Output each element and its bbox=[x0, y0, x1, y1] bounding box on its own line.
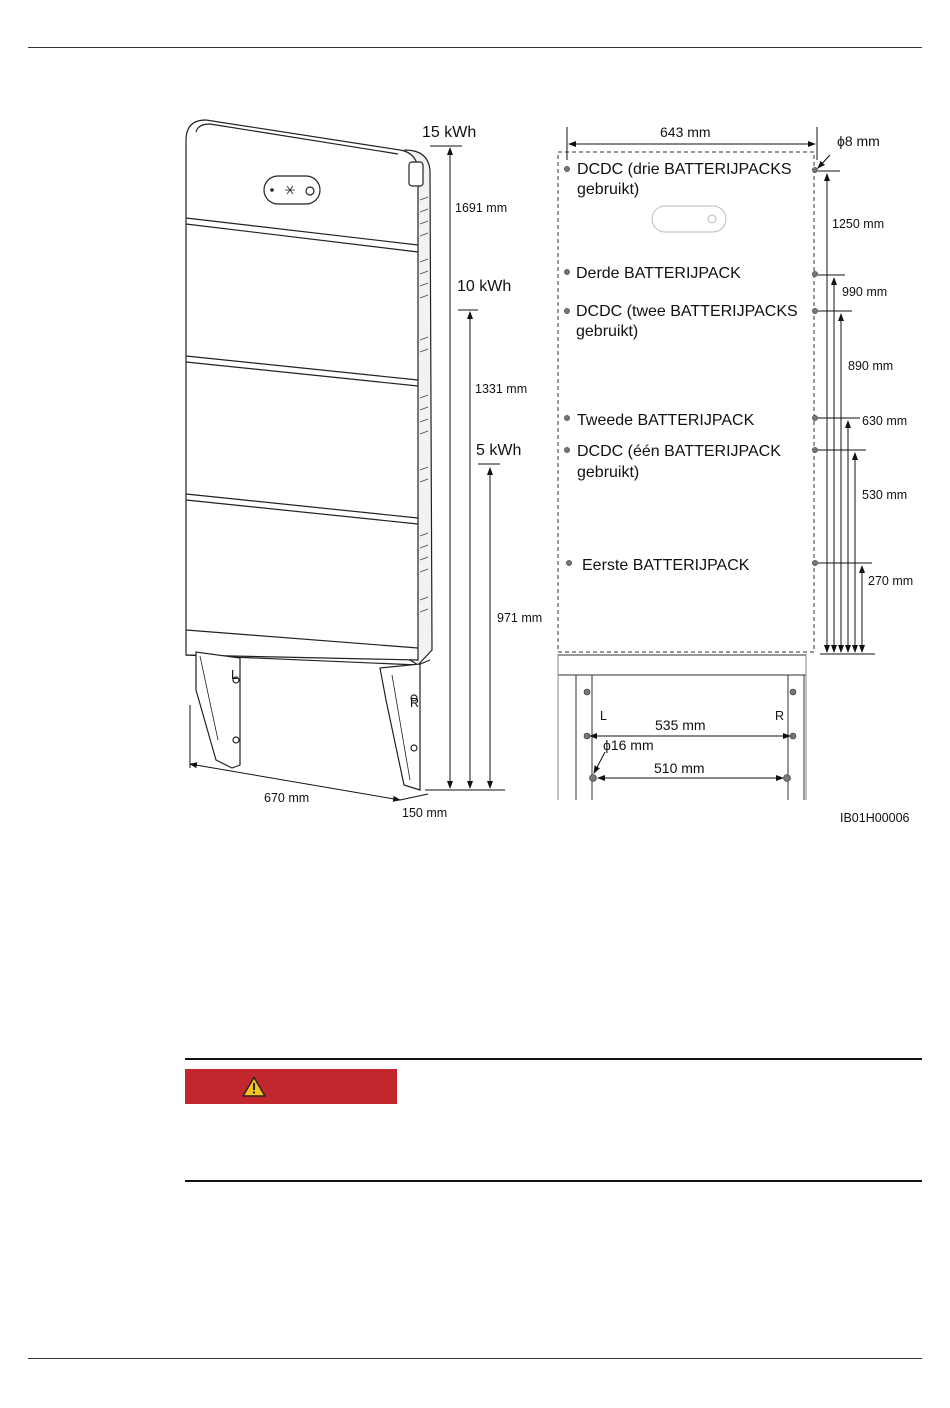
battery-stack-drawing bbox=[186, 120, 432, 790]
stand-label-l: L bbox=[600, 709, 607, 723]
label-5-kwh: 5 kWh bbox=[476, 442, 522, 459]
foot-label-r: R bbox=[410, 696, 420, 710]
warning-triangle-icon bbox=[242, 1076, 266, 1097]
label-15-kwh: 15 kWh bbox=[422, 124, 477, 141]
label-670-mm: 670 mm bbox=[264, 791, 310, 805]
label-1250-mm: 1250 mm bbox=[832, 217, 885, 231]
footer-rule bbox=[28, 1358, 922, 1359]
label-third-pack: Derde BATTERIJPACK bbox=[576, 265, 741, 282]
label-150-mm: 150 mm bbox=[402, 806, 448, 820]
label-1331-mm: 1331 mm bbox=[475, 382, 528, 396]
label-dcdc-two-line2: gebruikt) bbox=[576, 323, 639, 340]
label-1691-mm: 1691 mm bbox=[455, 201, 508, 215]
label-990-mm: 990 mm bbox=[842, 285, 888, 299]
label-phi8-mm: ϕ8 mm bbox=[837, 133, 880, 149]
foot-label-l: L bbox=[231, 668, 238, 682]
label-dcdc-three-line2: gebruikt) bbox=[577, 181, 640, 198]
label-dcdc-one-line2: gebruikt) bbox=[577, 464, 640, 481]
danger-bar bbox=[185, 1069, 397, 1104]
label-643-mm: 643 mm bbox=[660, 124, 711, 140]
label-890-mm: 890 mm bbox=[848, 359, 894, 373]
label-630-mm: 630 mm bbox=[862, 414, 908, 428]
label-535-mm: 535 mm bbox=[655, 717, 706, 733]
danger-notice bbox=[185, 1058, 922, 1182]
label-first-pack: Eerste BATTERIJPACK bbox=[582, 557, 750, 574]
label-second-pack: Tweede BATTERIJPACK bbox=[577, 412, 755, 429]
label-270-mm: 270 mm bbox=[868, 574, 914, 588]
stand-label-r: R bbox=[775, 709, 785, 723]
label-510-mm: 510 mm bbox=[654, 760, 705, 776]
label-phi16-mm: ϕ16 mm bbox=[603, 737, 654, 753]
label-10-kwh: 10 kWh bbox=[457, 278, 512, 295]
figure-id: IB01H00006 bbox=[840, 811, 910, 825]
label-dcdc-two-line1: DCDC (twee BATTERIJPACKS bbox=[576, 303, 798, 320]
label-dcdc-three-line1: DCDC (drie BATTERIJPACKS bbox=[577, 161, 792, 178]
label-dcdc-one-line1: DCDC (één BATTERIJPACK bbox=[577, 443, 781, 460]
label-530-mm: 530 mm bbox=[862, 488, 908, 502]
label-971-mm: 971 mm bbox=[497, 611, 543, 625]
